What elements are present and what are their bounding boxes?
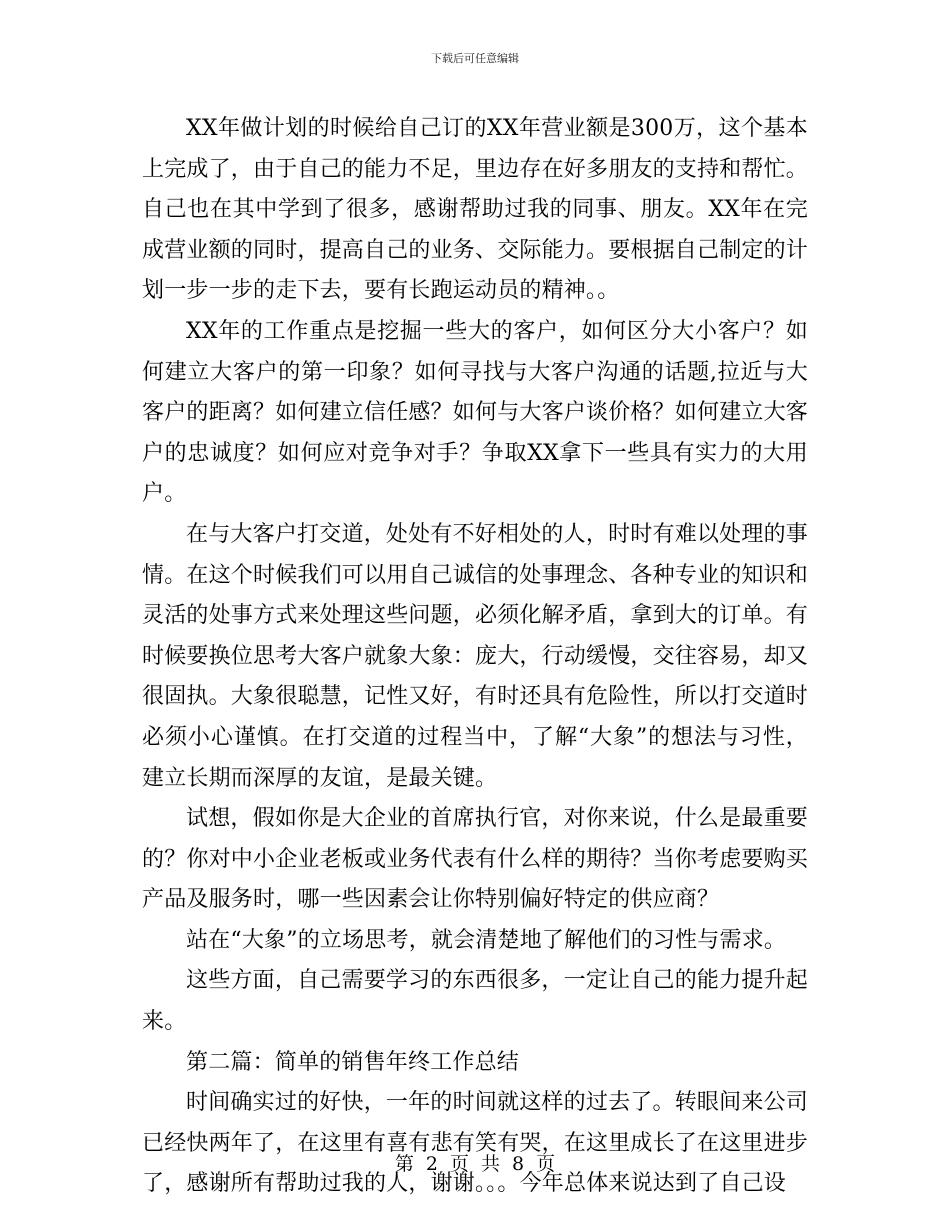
paragraph-self-improvement: 这些方面，自己需要学习的东西很多，一定让自己的能力提升起来。 [142,968,808,1035]
paragraph-ceo-perspective: 试想，假如你是大企业的首席执行官，对你来说，什么是最重要的？你对中小企业老板或业务代表有什么样的期待？当你考虑要购买产品及服务时，哪一些因素会让你特别偏好特定的供应商？ [142,806,809,913]
section-heading-part-two: 第二篇：简单的销售年终工作总结 [186,1049,520,1075]
page-number-footer: 第 2 页 共 8 页 [394,1153,556,1175]
document-body [142,109,808,1205]
paragraph-year-review: 时间确实过的好快，一年的时间就这样的过去了。转眼间来公司已经快两年了，在这里有喜有悲有笑有哭，在这里成长了在这里进步了，感谢所有帮助过我的人，谢谢。。。今年总体来说达到了自己设 [142,1090,809,1197]
paragraph-sales-target: XX年做计划的时候给自己订的XX年营业额是300万，这个基本上完成了，由于自己的能力不足，里边存在好多朋友的支持和帮忙。自己也在其中学到了很多，感谢帮助过我的同事、朋友。XX年在完成营业额的同时，提高自己的业务、交际能力。要根据自己制定的计划一步一步的走下去，要有长跑运动员的精神。。 [142,116,809,304]
paragraph-elephant-analogy: 在与大客户打交道，处处有不好相处的人，时时有难以处理的事情。在这个时候我们可以用自己诚信的处事理念、各种专业的知识和灵活的处事方式来处理这些问题，必须化解矛盾，拿到大的订单。有时候要换位思考大客户就象大象：庞大，行动缓慢，交往容易，却又很固执。大象很聪慧，记性又好，有时还具有危险性，所以打交道时必须小心谨慎。在打交道的过程当中，了解“大象”的想法与习性，建立长期而深厚的友谊，是最关键。 [142,521,809,791]
page-header: 下载后可任意编辑 [431,52,519,65]
paragraph-elephant-stance: 站在“大象”的立场思考，就会清楚地了解他们的习性与需求。 [186,927,787,953]
paragraph-key-clients: XX年的工作重点是挖掘一些大的客户，如何区分大小客户？如何建立大客户的第一印象？如何寻找与大客户沟通的话题,拉近与大客户的距离？如何建立信任感？如何与大客户谈价格？如何建立大客户的忠诚度？如何应对竞争对手？争取XX拿下一些具有实力的大用户。 [142,318,809,507]
